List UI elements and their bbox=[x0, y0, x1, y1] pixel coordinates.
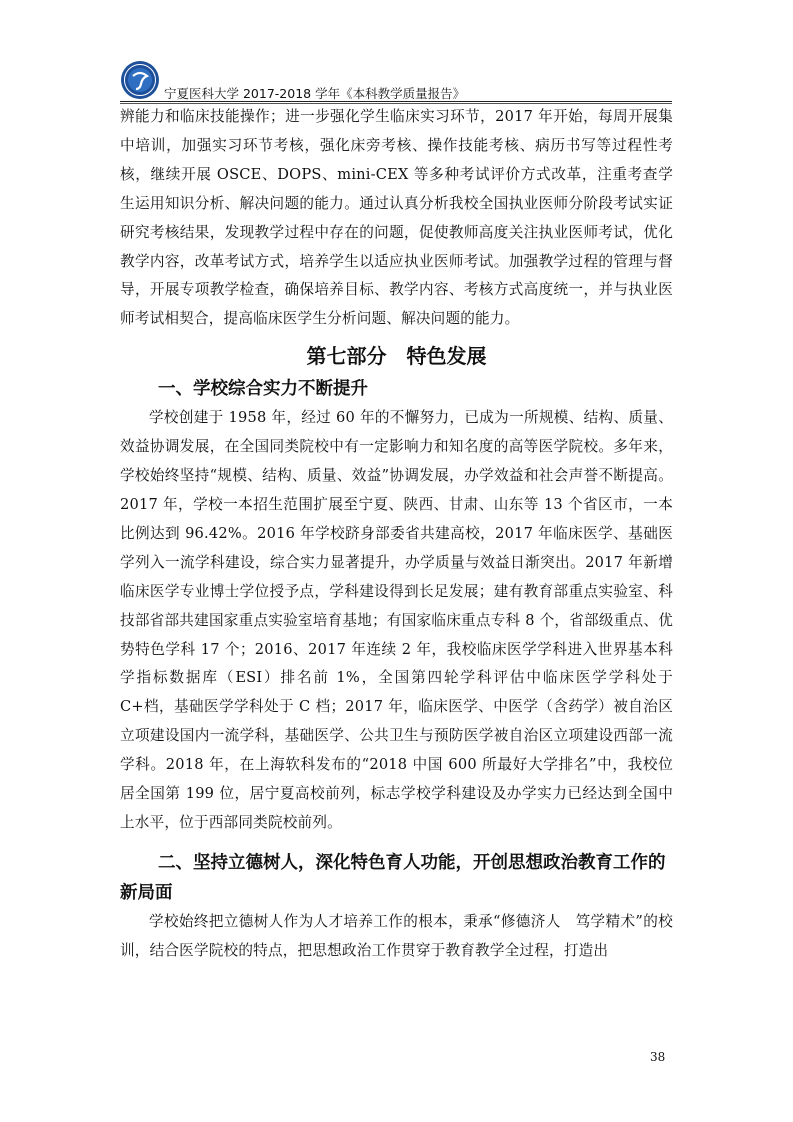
page-header bbox=[120, 60, 672, 102]
paragraph-section-2: 学校始终把立德树人作为人才培养工作的根本，秉承“修德济人 笃学精术”的校训，结合医学院校的特点，把思想政治工作贯穿于教育教学全过程，打造出 bbox=[120, 912, 673, 959]
header-rule bbox=[120, 101, 672, 102]
part-heading: 第七部分 特色发展 bbox=[306, 344, 487, 369]
section-heading-2: 二、坚持立德树人，深化特色育人功能，开创思想政治教育工作的新局面 bbox=[120, 852, 666, 903]
paragraph-continued: 辨能力和临床技能操作；进一步强化学生临床实习环节，2017 年开始，每周开展集中培训，加强实习环节考核，强化床旁考核、操作技能考核、病历书写等过程性考核，继续开展 OSCE、DOPS、mini-CEX 等多种考试评价方式改革，注重考查学生运用知识分析、解决问题的能力。通过认真分析我校全国执业医师分阶段考试实证研究考核结果，发现教学过程中存在的问题，促使教师高度关注执业医师考试，优化教学内容，改革考试方式，培养学生以适应执业医师考试。加强教学过程的管理与督导，开展专项教学检查，确保培养目标、教学内容、考核方式高度统一，并与执业医师考试相契合，提高临床医学生分析问题、解决问题的能力。 bbox=[120, 108, 673, 328]
university-seal-icon bbox=[120, 60, 160, 100]
page-number: 38 bbox=[650, 1050, 666, 1064]
header-title: 宁夏医科大学 2017-2018 学年《本科教学质量报告》 bbox=[164, 86, 466, 101]
section-heading-1: 一、学校综合实力不断提升 bbox=[158, 379, 368, 400]
paragraph-section-1: 学校创建于 1958 年，经过 60 年的不懈努力，已成为一所规模、结构、质量、效益协调发展，在全国同类院校中有一定影响力和知名度的高等医学院校。多年来，学校始终坚持“规模、结构、质量、效益”协调发展，办学效益和社会声誉不断提高。2017 年，学校一本招生范围扩展至宁夏、陕西、甘肃、山东等 13 个省区市，一本比例达到 96.42%。2016 年学校跻身部委省共建高校，2017 年临床医学、基础医学列入一流学科建设，综合实力显著提升，办学质量与效益日渐突出。2017 年新增临床医学专业博士学位授予点，学科建设得到长足发展；建有教育部重点实验室、科技部省部共建国家重点实验室培育基地；有国家临床重点专科 8 个，省部级重点、优势特色学科 17 个；2016、2017 年连续 2 年，我校临床医学学科进入世界基本科学指标数据库（ESI）排名前 1%，全国第四轮学科评估中临床医学学科处于 C+档，基础医学学科处于 C 档；2017 年，临床医学、中医学（含药学）被自治区立项建设国内一流学科，基础医学、公共卫生与预防医学被自治区立项建设西部一流学科。2018 年，在上海软科发布的“2018 中国 600 所最好大学排名”中，我校位居全国第 199 位，居宁夏高校前列，标志学校学科建设及办学实力已经达到全国中上水平，位于西部同类院校前列。 bbox=[120, 409, 673, 831]
page-body bbox=[120, 103, 673, 966]
